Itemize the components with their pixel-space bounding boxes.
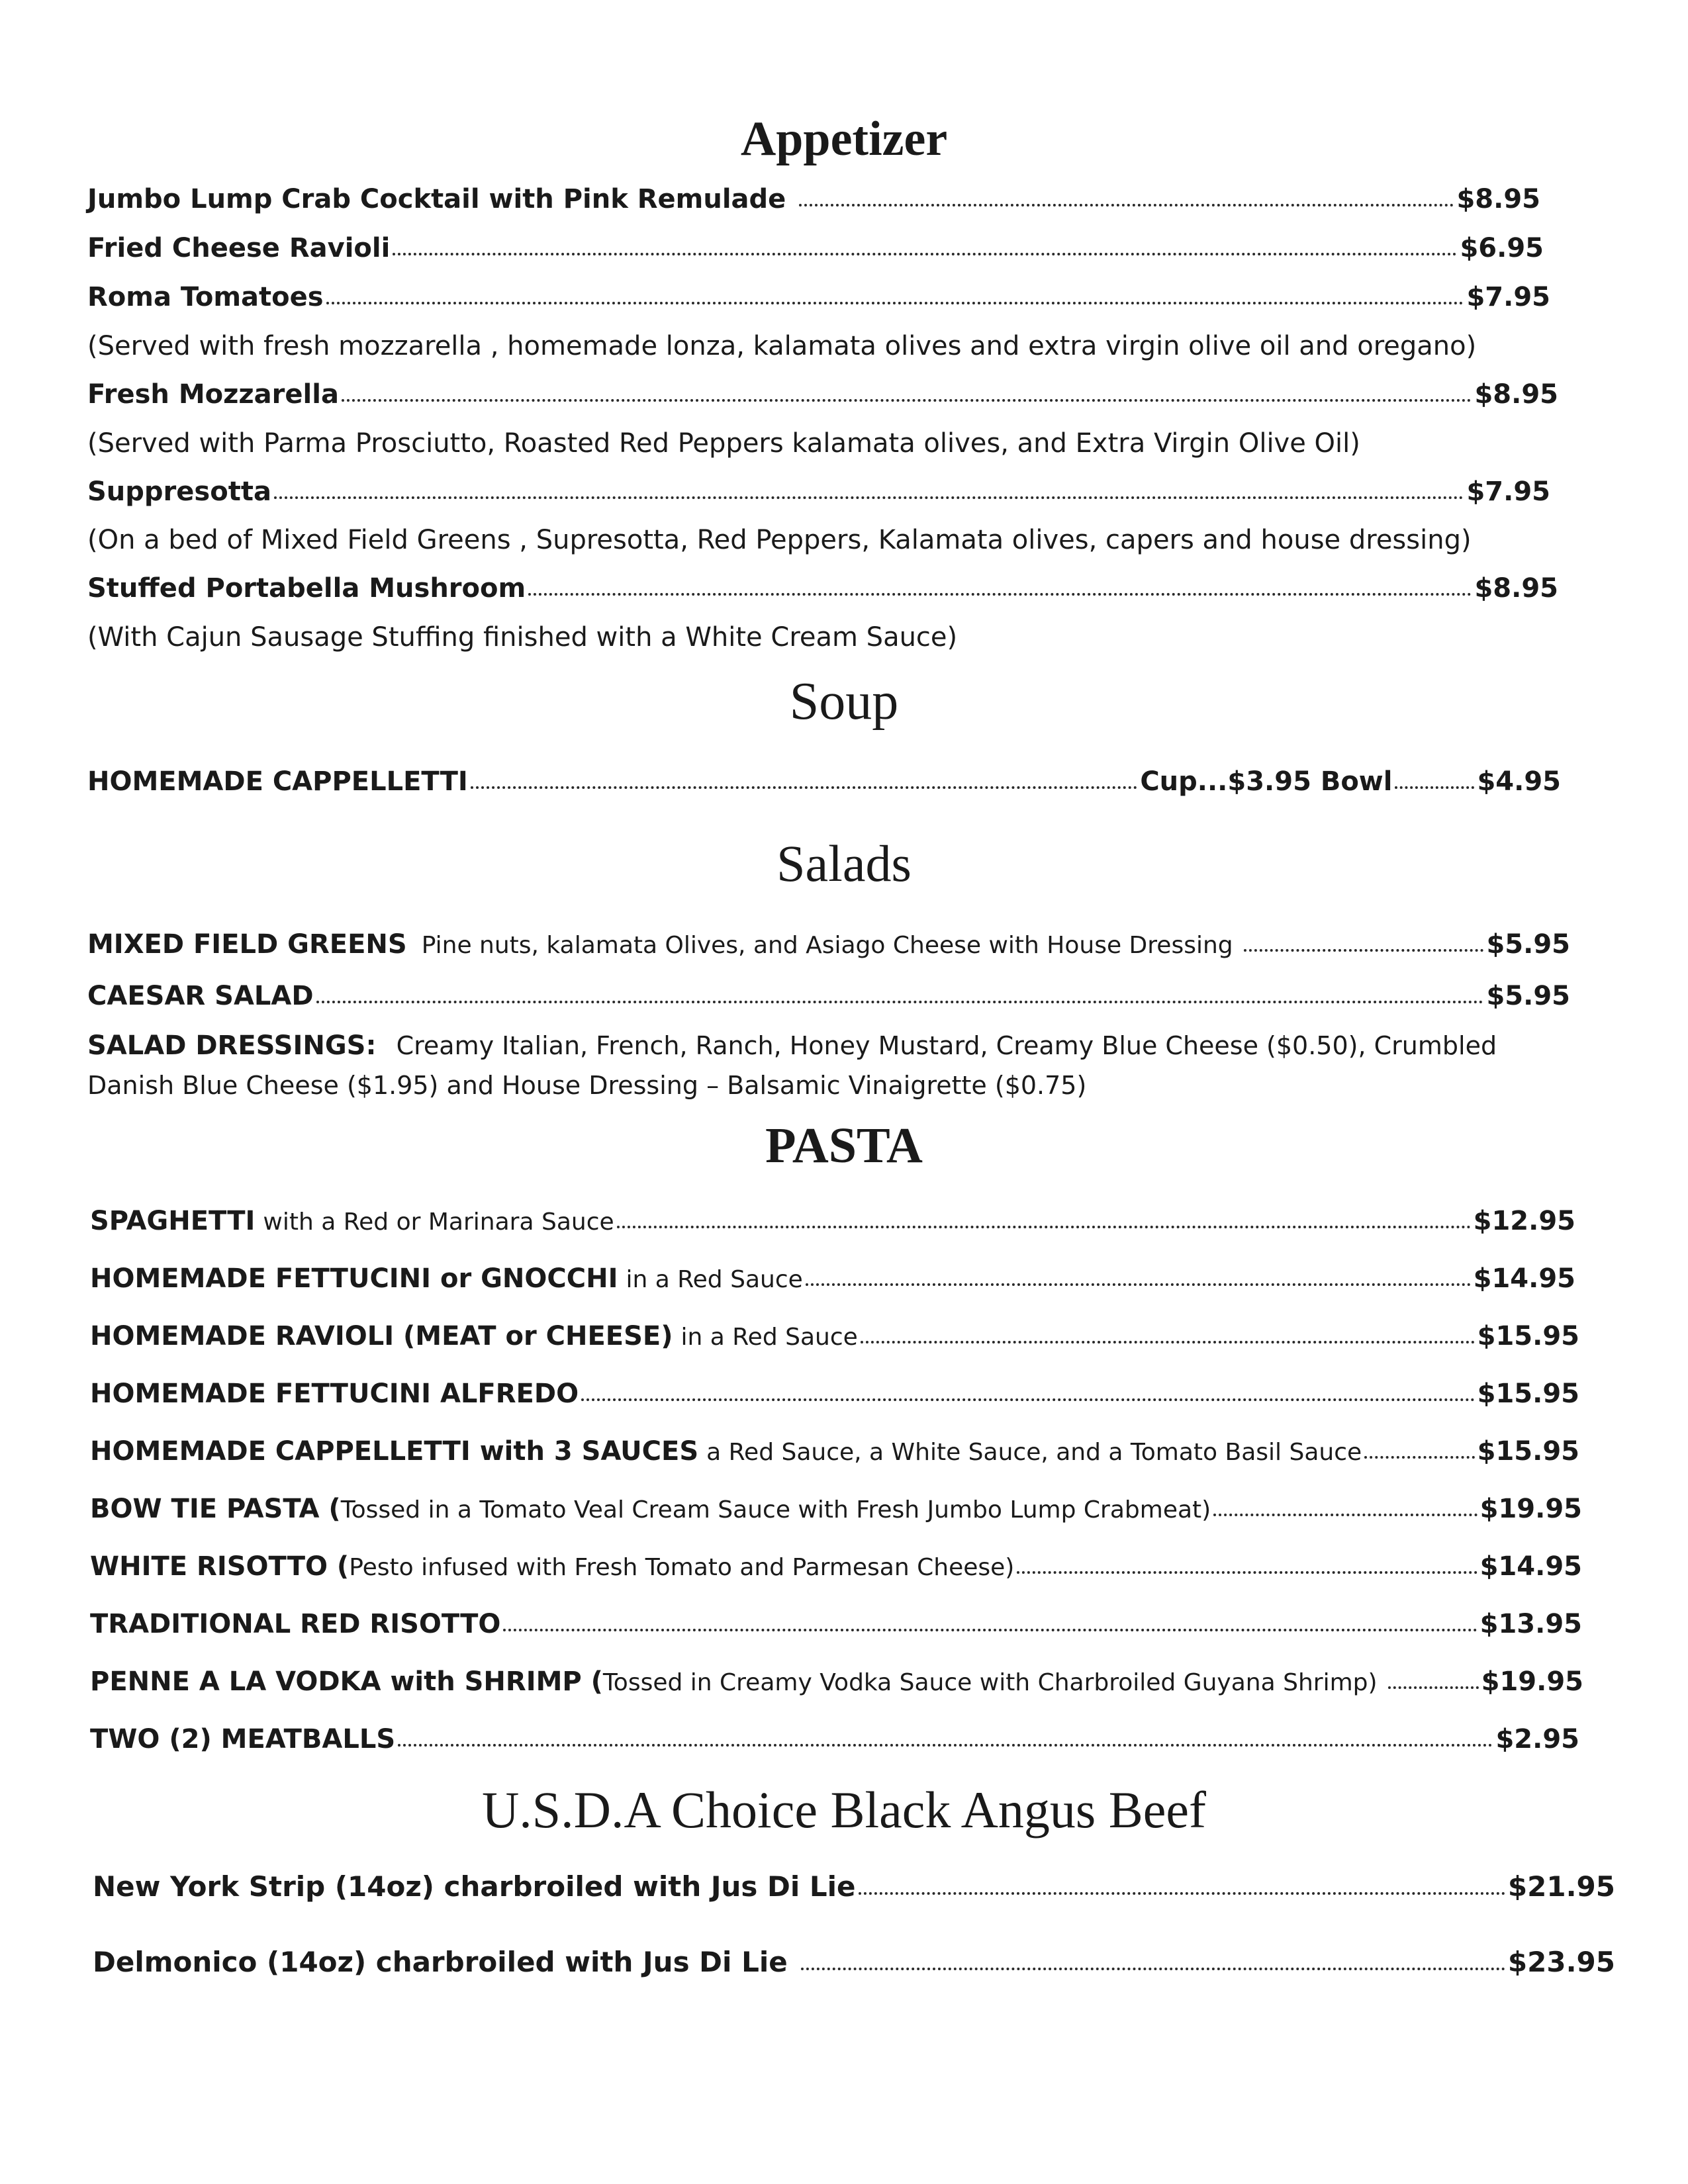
soup-heading: Soup (789, 672, 899, 731)
item-name: MIXED FIELD GREENS (87, 929, 407, 960)
menu-item (87, 379, 1558, 410)
dot-leader (1213, 1514, 1477, 1516)
item-price: $21.95 (1507, 1870, 1615, 1903)
dot-leader (342, 399, 1472, 402)
item-price: $13.95 (1479, 1609, 1582, 1639)
item-note: (Served with Parma Prosciutto, Roasted Red Peppers kalamata olives, and Extra Virgin Olive Oil) (87, 428, 1360, 459)
dot-leader (1364, 1456, 1475, 1459)
item-name: PENNE A LA VODKA with SHRIMP ( (90, 1666, 603, 1697)
item-price: $14.95 (1473, 1263, 1575, 1294)
salads-heading: Salads (776, 835, 912, 892)
item-name: HOMEMADE CAPPELLETTI with 3 SAUCES (90, 1436, 699, 1467)
menu-item (87, 573, 1558, 604)
item-name: Fresh Mozzarella (87, 379, 339, 410)
item-name: New York Strip (14oz) charbroiled with Jus Di Lie (93, 1870, 856, 1903)
beef-heading: U.S.D.A Choice Black Angus Beef (481, 1781, 1207, 1839)
menu-item (90, 1263, 1575, 1294)
menu-item (87, 929, 1570, 960)
item-note: (On a bed of Mixed Field Greens , Supresotta, Red Peppers, Kalamata olives, capers and house dressing) (87, 525, 1472, 555)
item-name: TWO (2) MEATBALLS (90, 1724, 396, 1754)
item-price: $2.95 (1495, 1724, 1579, 1754)
item-desc: with a Red or Marinara Sauce (263, 1208, 614, 1236)
item-desc: Tossed in Creamy Vodka Sauce with Charbroiled Guyana Shrimp) (602, 1669, 1378, 1696)
dot-leader (806, 1283, 1471, 1286)
dot-leader (1388, 1686, 1479, 1689)
item-name: Roma Tomatoes (87, 282, 324, 312)
dot-leader (503, 1629, 1477, 1631)
dot-leader (801, 1968, 1505, 1970)
item-price: $14.95 (1479, 1551, 1582, 1582)
menu-item (93, 1870, 1615, 1903)
item-name: Stuffed Portabella Mushroom (87, 573, 526, 604)
dot-leader (581, 1398, 1475, 1401)
item-name: BOW TIE PASTA ( (90, 1494, 341, 1524)
item-name: HOMEMADE CAPPELLETTI (87, 766, 468, 797)
item-price: $6.95 (1460, 233, 1544, 263)
menu-item (90, 1321, 1579, 1351)
item-price: $8.95 (1474, 379, 1558, 410)
dressings-text: Creamy Italian, French, Ranch, Honey Mustard, Creamy Blue Cheese ($0.50), Crumbled Danish Blue Cheese ($1.95) and House Dressing – Balsamic Vinaigrette ($0.75) (87, 1031, 1497, 1100)
item-price: $8.95 (1474, 573, 1558, 604)
menu-item (90, 1666, 1583, 1697)
item-name: Jumbo Lump Crab Cocktail with Pink Remulade (87, 184, 786, 214)
menu-item (93, 1946, 1615, 1978)
dot-leader (1244, 949, 1484, 952)
item-name: CAESAR SALAD (87, 981, 314, 1011)
item-name: TRADITIONAL RED RISOTTO (90, 1609, 501, 1639)
dot-leader (861, 1341, 1475, 1343)
item-price: $7.95 (1466, 477, 1550, 507)
item-name: HOMEMADE FETTUCINI or GNOCCHI (90, 1263, 618, 1294)
dot-leader (617, 1226, 1471, 1228)
menu-item (87, 766, 1561, 797)
item-price: $4.95 (1477, 766, 1561, 797)
menu-item (87, 184, 1540, 214)
item-name: HOMEMADE RAVIOLI (MEAT or CHEESE) (90, 1321, 673, 1351)
dot-leader (471, 786, 1138, 789)
item-desc: Tossed in a Tomato Veal Cream Sauce with Fresh Jumbo Lump Crabmeat) (340, 1496, 1211, 1524)
dressings-label: SALAD DRESSINGS: (87, 1030, 377, 1061)
item-desc: in a Red Sauce (626, 1266, 803, 1293)
menu-item (87, 233, 1544, 263)
item-note: (With Cajun Sausage Stuffing finished with a White Cream Sauce) (87, 622, 958, 653)
item-name: Fried Cheese Ravioli (87, 233, 391, 263)
item-desc: Pesto infused with Fresh Tomato and Parmesan Cheese) (349, 1554, 1015, 1581)
item-price: $15.95 (1477, 1436, 1579, 1467)
item-price: $5.95 (1486, 981, 1570, 1011)
item-price: $12.95 (1473, 1206, 1575, 1236)
item-note: (Served with fresh mozzarella , homemade lonza, kalamata olives and extra virgin olive oil and oregano) (87, 331, 1477, 361)
item-name: SPAGHETTI (90, 1206, 256, 1236)
dot-leader (393, 253, 1457, 255)
salad-dressings (87, 1026, 1550, 1105)
dot-leader (1395, 786, 1474, 789)
item-price: $19.95 (1481, 1666, 1583, 1697)
dot-leader (398, 1744, 1493, 1747)
item-price: $5.95 (1486, 929, 1570, 960)
dot-leader (1017, 1571, 1477, 1574)
menu-item (90, 1206, 1575, 1236)
item-name: HOMEMADE FETTUCINI ALFREDO (90, 1379, 579, 1409)
item-price: $8.95 (1456, 184, 1540, 214)
item-name: WHITE RISOTTO ( (90, 1551, 350, 1582)
item-price: $15.95 (1477, 1321, 1579, 1351)
item-desc: in a Red Sauce (680, 1324, 858, 1351)
cup-bowl-label: Cup...$3.95 Bowl (1140, 766, 1393, 797)
menu-item (90, 1609, 1582, 1639)
dot-leader (859, 1892, 1505, 1895)
menu-item (90, 1724, 1579, 1754)
menu-item (90, 1551, 1582, 1582)
item-name: Delmonico (14oz) charbroiled with Jus Di Lie (93, 1946, 788, 1978)
item-name: Suppresotta (87, 477, 271, 507)
dot-leader (528, 593, 1472, 596)
item-price: $23.95 (1507, 1946, 1615, 1978)
menu-item (90, 1379, 1579, 1409)
menu-item (87, 981, 1570, 1011)
item-price: $15.95 (1477, 1379, 1579, 1409)
appetizer-heading: Appetizer (740, 112, 948, 166)
dot-leader (274, 496, 1464, 499)
menu-item (87, 477, 1550, 507)
dot-leader (326, 302, 1464, 304)
dot-leader (799, 204, 1454, 206)
dot-leader (316, 1001, 1484, 1003)
item-price: $19.95 (1479, 1494, 1582, 1524)
menu-item (90, 1494, 1582, 1524)
item-desc: a Red Sauce, a White Sauce, and a Tomato Basil Sauce (706, 1439, 1362, 1466)
item-price: $7.95 (1466, 282, 1550, 312)
menu-item (90, 1436, 1579, 1467)
menu-item (87, 282, 1550, 312)
item-desc: Pine nuts, kalamata Olives, and Asiago Cheese with House Dressing (421, 932, 1233, 959)
pasta-heading: PASTA (765, 1118, 923, 1173)
